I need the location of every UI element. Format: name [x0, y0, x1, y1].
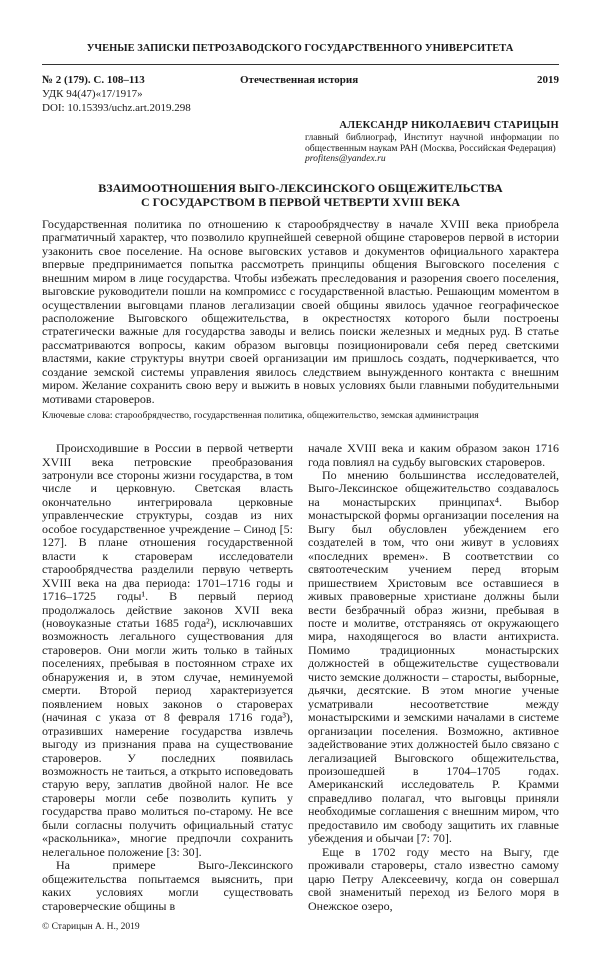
body-columns: [42, 442, 559, 933]
body-column-right: [308, 442, 559, 913]
paragraph: Происходившие в России в первой четверти XVIII века петровские преобразования затронули все стороны жизни государства, в том числе и церковную. Светская власть окончательно интегрировала церковные управленческие структуры, создав из них особое государственное учреждение – Синод [5: 127]. В плане отношения государственной власти к староверам исследователи старообрядчества разделили первую четверть XVIII века на два периода: 1701–1716 годы и 1716–1725 годы¹. В первый период продолжалось действие законов XVII века (новоуказные статьи 1685 года²), исключавших возможность легального существования для староверов. Они могли жить только в тайных поселениях, пребывая в постоянном страхе их обнаружения и, в этом случае, неминуемой смерти. Второй период характеризуется появлением новых законов о староверах (начиная с указа от 8 февраля 1716 года³), отразивших намерение государства извлечь выгоду из признания права на существование староверов. У последних появилась возможность не таиться, а открыто исповедовать старую веру, заплатив двойной налог. Не все староверы могли себе позволить купить у государства право молиться по-старому. Не все были согласны получить официальный статус «раскольника», многие предпочли сохранить нелегальное положение [3: 30].: [42, 441, 293, 859]
author-block: [305, 119, 559, 165]
issue-year: 2019: [537, 74, 559, 86]
article-title: [42, 181, 559, 210]
journal-title: УЧЕНЫЕ ЗАПИСКИ ПЕТРОЗАВОДСКОГО ГОСУДАРСТВЕННОГО УНИВЕРСИТЕТА: [86, 43, 514, 54]
copyright: © Старицын А. Н., 2019: [42, 921, 140, 932]
author-email[interactable]: profitens@yandex.ru: [305, 153, 386, 165]
keywords: [42, 410, 559, 422]
abstract: Государственная политика по отношению к старообрядчеству в начале XVIII века приобрела прагматичный характер, что позволило крупнейшей северной общине староверов первой в истории узаконить свое поселение. На основе выговских уставов и документов официального характера впервые предпринимается попытка рассмотреть принципы общения Выговского поселения с внешним миром в лице государства. Чтобы избежать преследования и разорения своего поселения, выговские руководители пошли на компромисс с государственной властью. Решающим моментом в осуществлении выговцами планов легализации своей общины явилось удачное географическое расположение Выговского общежительства, в окрестностях которого были построены стратегически важные для государства заводы и велись поиски железных и медных руд. В статье рассматриваются вопросы, каким образом выговцы позиционировали себя перед светскими властями, какие структуры внутри своей организации им пришлось создать, подчеркивается, что создание земской системы управления явилось следствием вынужденного контакта с внешним миром. Желание сохранить свою веру и выжить в новых условиях были главными побудительными мотивами староверов.: [42, 216, 559, 406]
keywords-label: Ключевые слова:: [42, 410, 113, 422]
header-divider: [42, 64, 559, 65]
paragraph: По мнению большинства исследователей, Выго-Лексинское общежительство создавалось на монастырских принципах⁴. Выбор монастырской формы организации поселения на Выгу был обусловлен убеждением его создателей в том, что они живут в условиях «последних времен». В соответствии со святоотеческим учением перед вторым пришествием Христовым все оставшиеся в живых правоверные христиане должны были вести безбрачный образ жизни, пребывая в посте и молитве, отстраняясь от окружающего мира, находящегося во власти антихриста. Помимо традиционных монастырских должностей в общежительстве существовали чисто земские должности – старосты, выборные, дьячки, десятские. В этом многие ученые усматривали несоответствие между монастырскими и земскими началами в системе организации поселения. Возможно, активное задействование этих должностей было связано с легализацией Выговского общежительства, произошедшей в 1704–1705 годах. Американский исследователь Р. Крамми справедливо полагал, что выговцы приняли необходимые соглашения с внешним миром, что предоставило им свободу защитить их главные убеждения и обычаи [7: 70].: [308, 468, 559, 846]
body-column-left: [42, 442, 293, 933]
title-line-2: С ГОСУДАРСТВОМ В ПЕРВОЙ ЧЕТВЕРТИ XVIII ВЕКА: [140, 195, 460, 210]
title-line-1: ВЗАИМООТНОШЕНИЯ ВЫГО-ЛЕКСИНСКОГО ОБЩЕЖИТЕЛЬСТВА: [98, 180, 503, 195]
paragraph: начале XVIII века и каким образом закон 1716 года повлиял на судьбу выговских староверов.: [308, 441, 559, 469]
paragraph: На примере Выго-Лексинского общежительства попытаемся выяснить, при каких условиях могли существовать староверческие общины в: [42, 858, 293, 913]
udk-code: УДК 94(47)«17/1917»: [42, 88, 143, 100]
author-name: АЛЕКСАНДР НИКОЛАЕВИЧ СТАРИЦЫН: [339, 120, 559, 131]
doi: DOI: 10.15393/uchz.art.2019.298: [42, 102, 191, 114]
author-affiliation: главный библиограф, Институт научной информации по общественным наукам РАН (Москва, Российская Федерация): [305, 132, 559, 154]
keywords-text: старообрядчество, государственная политика, общежительство, земская администрация: [112, 410, 479, 422]
issue-pages: № 2 (179). С. 108–113: [42, 74, 145, 86]
section-name: Отечественная история: [240, 74, 359, 86]
paragraph: Еще в 1702 году место на Выгу, где проживали староверы, стало известно самому царю Петру Алексеевичу, когда он совершал свой знаменитый переход из Белого моря в Онежское озеро,: [308, 844, 559, 913]
issue-meta-row: [42, 73, 559, 87]
